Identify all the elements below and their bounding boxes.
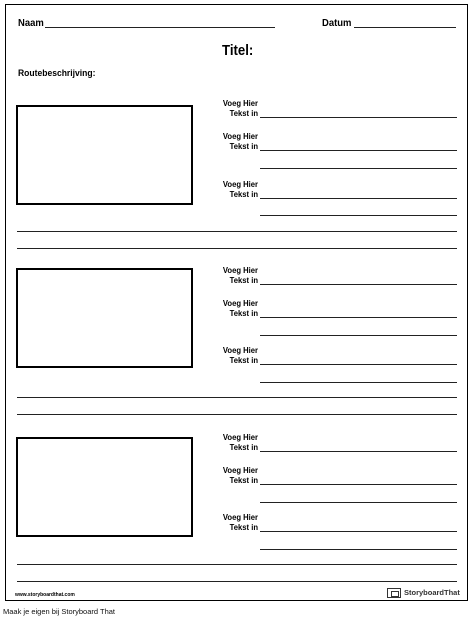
step-1-line-3 <box>260 168 457 169</box>
step-1-full-line-2 <box>17 248 457 249</box>
section-subtitle: Routebeschrijving: <box>18 68 96 79</box>
step-3-line-2 <box>260 484 457 485</box>
footer-tagline[interactable]: Maak je eigen bij Storyboard That <box>3 607 116 616</box>
storyboard-icon <box>387 588 401 598</box>
step-3-full-line-1 <box>17 564 457 565</box>
step-2-line-5 <box>260 382 457 383</box>
step-2-caption-3: Voeg Hier Tekst in <box>222 345 258 365</box>
step-3-image-box <box>16 437 193 537</box>
date-label: Datum <box>322 17 352 29</box>
storyboardthat-url[interactable]: www.storyboardthat.com <box>15 592 75 598</box>
step-3-full-line-2 <box>17 581 457 582</box>
step-2-caption-1: Voeg Hier Tekst in <box>222 265 258 285</box>
step-2-image-box <box>16 268 193 368</box>
step-2-line-3 <box>260 335 457 336</box>
name-label: Naam <box>18 17 44 29</box>
step-3-line-4 <box>260 531 457 532</box>
date-line <box>354 27 456 28</box>
step-3-line-3 <box>260 502 457 503</box>
step-2-caption-2: Voeg Hier Tekst in <box>222 298 258 318</box>
step-1-caption-2: Voeg Hier Tekst in <box>222 131 258 151</box>
step-1-full-line-1 <box>17 231 457 232</box>
step-2-line-1 <box>260 284 457 285</box>
step-2-full-line-1 <box>17 397 457 398</box>
page-title: Titel: <box>222 42 254 59</box>
step-2-line-2 <box>260 317 457 318</box>
step-3-caption-2: Voeg Hier Tekst in <box>222 465 258 485</box>
step-1-image-box <box>16 105 193 205</box>
step-1-line-5 <box>260 215 457 216</box>
step-1-line-2 <box>260 150 457 151</box>
step-1-caption-1: Voeg Hier Tekst in <box>222 98 258 118</box>
step-2-full-line-2 <box>17 414 457 415</box>
brand-name: StoryboardThat <box>404 588 460 597</box>
step-3-line-5 <box>260 549 457 550</box>
storyboardthat-logo[interactable] <box>387 586 460 599</box>
step-1-caption-3: Voeg Hier Tekst in <box>222 179 258 199</box>
step-3-line-1 <box>260 451 457 452</box>
step-2-line-4 <box>260 364 457 365</box>
step-1-line-4 <box>260 198 457 199</box>
step-3-caption-3: Voeg Hier Tekst in <box>222 512 258 532</box>
step-1-line-1 <box>260 117 457 118</box>
step-3-caption-1: Voeg Hier Tekst in <box>222 432 258 452</box>
name-line <box>45 27 275 28</box>
